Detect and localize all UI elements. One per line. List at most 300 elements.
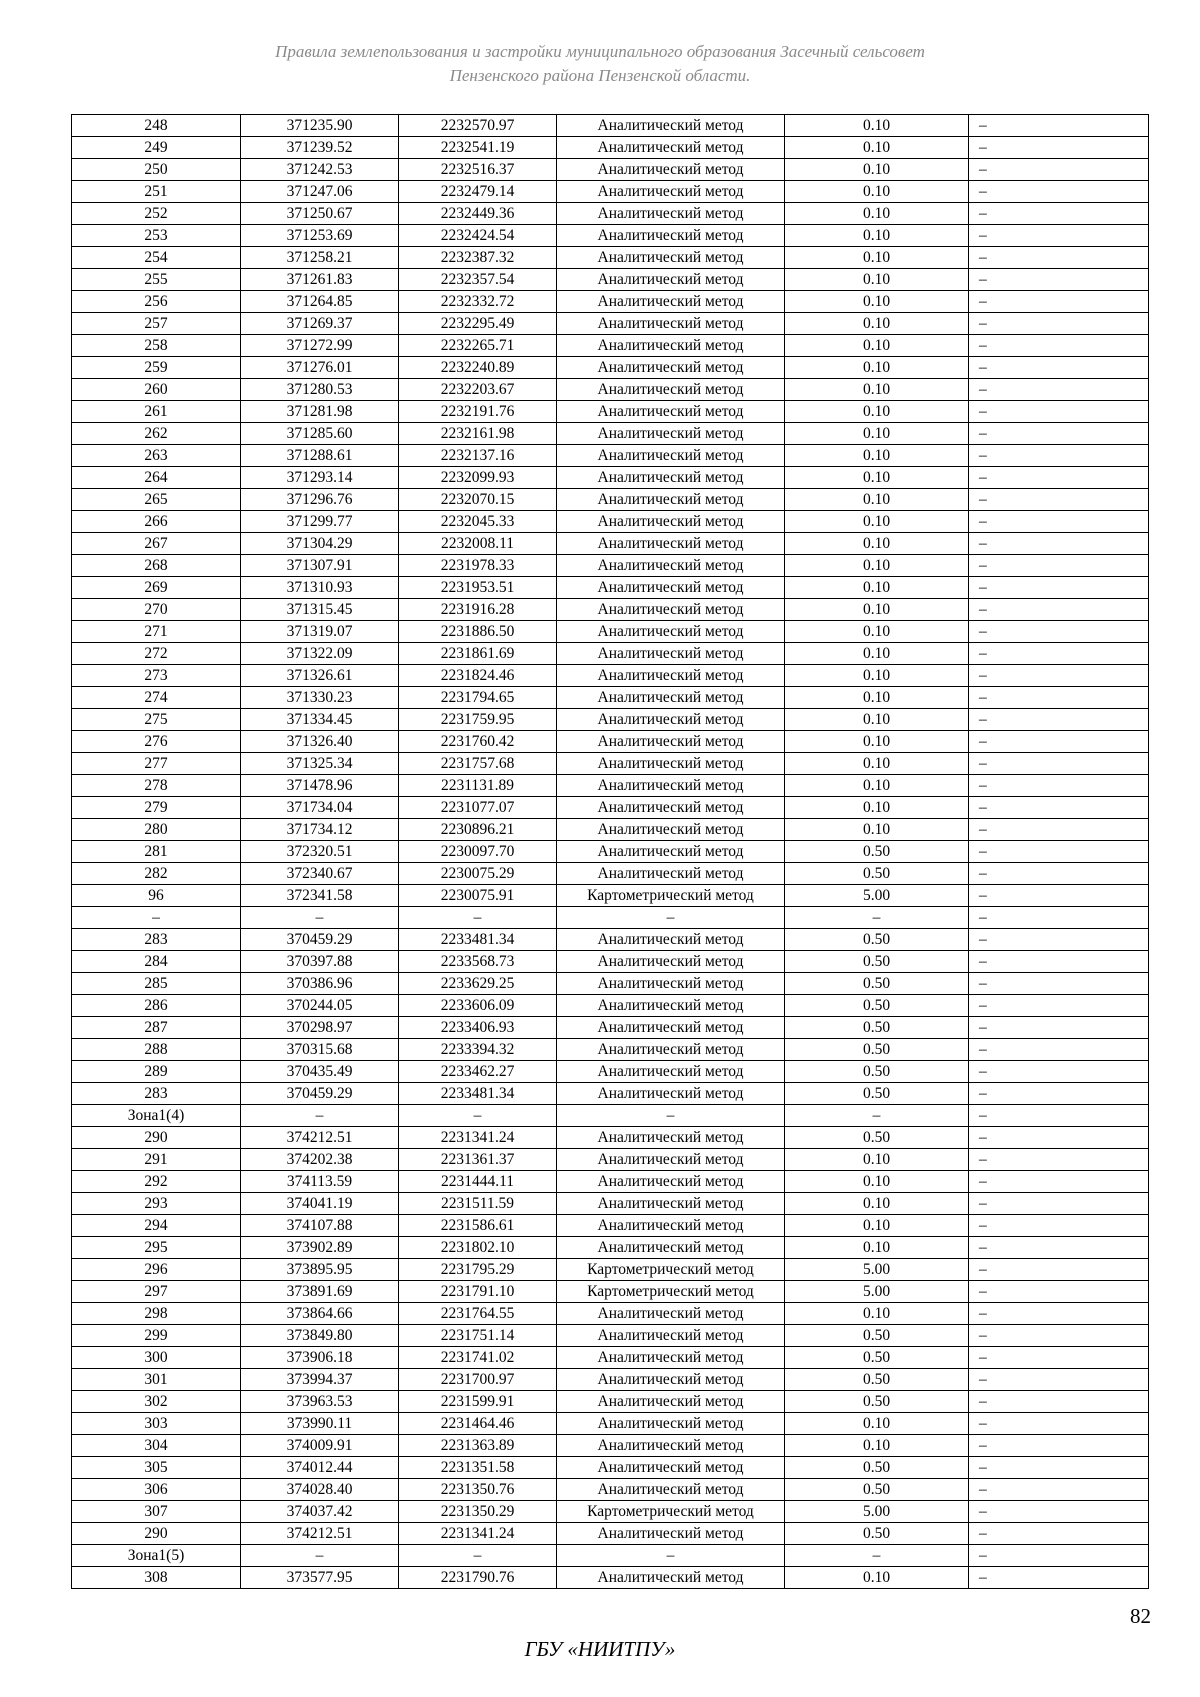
point-number-cell: 269 (72, 577, 241, 599)
accuracy-cell: 0.10 (785, 1149, 969, 1171)
accuracy-cell: 0.10 (785, 247, 969, 269)
table-row (72, 467, 1149, 489)
x-coordinate-cell: 374009.91 (241, 1435, 399, 1457)
y-coordinate-cell: 2231751.14 (399, 1325, 557, 1347)
accuracy-cell: 0.10 (785, 1435, 969, 1457)
table-row (72, 423, 1149, 445)
note-cell: – (969, 687, 1149, 709)
y-coordinate-cell: 2233568.73 (399, 951, 557, 973)
point-number-cell: 304 (72, 1435, 241, 1457)
y-coordinate-cell: 2230075.91 (399, 885, 557, 907)
method-cell: Аналитический метод (557, 247, 785, 269)
table-row (72, 115, 1149, 137)
accuracy-cell: 0.10 (785, 731, 969, 753)
accuracy-cell: 0.10 (785, 313, 969, 335)
y-coordinate-cell: 2231978.33 (399, 555, 557, 577)
point-number-cell: 302 (72, 1391, 241, 1413)
method-cell: Картометрический метод (557, 1501, 785, 1523)
note-cell: – (969, 203, 1149, 225)
point-number-cell: 253 (72, 225, 241, 247)
running-header-line-1: Правила землепользования и застройки муниципального образования Засечный сельсовет (275, 42, 925, 61)
note-cell: – (969, 555, 1149, 577)
table-row (72, 203, 1149, 225)
method-cell: Аналитический метод (557, 489, 785, 511)
table-row (72, 1259, 1149, 1281)
point-number-cell: Зона1(5) (72, 1545, 241, 1567)
point-number-cell: 288 (72, 1039, 241, 1061)
note-cell: – (969, 1149, 1149, 1171)
y-coordinate-cell: 2231741.02 (399, 1347, 557, 1369)
table-row (72, 1281, 1149, 1303)
page-number: 82 (1130, 1604, 1151, 1628)
method-cell: Аналитический метод (557, 797, 785, 819)
point-number-cell: 256 (72, 291, 241, 313)
y-coordinate-cell: 2233406.93 (399, 1017, 557, 1039)
point-number-cell: 262 (72, 423, 241, 445)
table-row (72, 1303, 1149, 1325)
method-cell: Аналитический метод (557, 1039, 785, 1061)
table-row (72, 973, 1149, 995)
accuracy-cell: 0.10 (785, 423, 969, 445)
y-coordinate-cell: 2232070.15 (399, 489, 557, 511)
note-cell: – (969, 709, 1149, 731)
x-coordinate-cell: 373963.53 (241, 1391, 399, 1413)
table-row (72, 621, 1149, 643)
table-row (72, 819, 1149, 841)
note-cell: – (969, 247, 1149, 269)
point-number-cell: 292 (72, 1171, 241, 1193)
accuracy-cell: 0.50 (785, 1391, 969, 1413)
method-cell: Картометрический метод (557, 1281, 785, 1303)
point-number-cell: 251 (72, 181, 241, 203)
x-coordinate-cell: 371250.67 (241, 203, 399, 225)
accuracy-cell: 0.10 (785, 555, 969, 577)
method-cell: Аналитический метод (557, 1435, 785, 1457)
table-row (72, 995, 1149, 1017)
accuracy-cell: 0.10 (785, 577, 969, 599)
x-coordinate-cell: 371280.53 (241, 379, 399, 401)
method-cell: Аналитический метод (557, 533, 785, 555)
accuracy-cell: 0.10 (785, 533, 969, 555)
point-number-cell: 284 (72, 951, 241, 973)
note-cell: – (969, 1039, 1149, 1061)
accuracy-cell: 0.10 (785, 489, 969, 511)
accuracy-cell: 0.10 (785, 687, 969, 709)
point-number-cell: 259 (72, 357, 241, 379)
method-cell: Аналитический метод (557, 665, 785, 687)
x-coordinate-cell: 371293.14 (241, 467, 399, 489)
table-row (72, 1017, 1149, 1039)
method-cell: Аналитический метод (557, 181, 785, 203)
method-cell: Аналитический метод (557, 1193, 785, 1215)
note-cell: – (969, 269, 1149, 291)
table-row (72, 1325, 1149, 1347)
point-number-cell: 96 (72, 885, 241, 907)
y-coordinate-cell: 2231361.37 (399, 1149, 557, 1171)
table-row (72, 291, 1149, 313)
method-cell: – (557, 907, 785, 929)
x-coordinate-cell: 371253.69 (241, 225, 399, 247)
accuracy-cell: 0.10 (785, 379, 969, 401)
note-cell: – (969, 1281, 1149, 1303)
method-cell: Аналитический метод (557, 1325, 785, 1347)
x-coordinate-cell: 371319.07 (241, 621, 399, 643)
point-number-cell: 263 (72, 445, 241, 467)
x-coordinate-cell: 371310.93 (241, 577, 399, 599)
table-row (72, 907, 1149, 929)
table-row (72, 753, 1149, 775)
point-number-cell: 291 (72, 1149, 241, 1171)
table-row (72, 885, 1149, 907)
point-number-cell: 270 (72, 599, 241, 621)
x-coordinate-cell: 374212.51 (241, 1523, 399, 1545)
y-coordinate-cell: 2232045.33 (399, 511, 557, 533)
point-number-cell: 286 (72, 995, 241, 1017)
y-coordinate-cell: 2231599.91 (399, 1391, 557, 1413)
x-coordinate-cell: 374107.88 (241, 1215, 399, 1237)
point-number-cell: 260 (72, 379, 241, 401)
point-number-cell: 248 (72, 115, 241, 137)
y-coordinate-cell: 2231586.61 (399, 1215, 557, 1237)
y-coordinate-cell: 2231764.55 (399, 1303, 557, 1325)
point-number-cell: 271 (72, 621, 241, 643)
y-coordinate-cell: 2231077.07 (399, 797, 557, 819)
note-cell: – (969, 489, 1149, 511)
method-cell: – (557, 1105, 785, 1127)
note-cell: – (969, 1303, 1149, 1325)
point-number-cell: 276 (72, 731, 241, 753)
point-number-cell: 281 (72, 841, 241, 863)
accuracy-cell: 0.10 (785, 511, 969, 533)
note-cell: – (969, 1215, 1149, 1237)
x-coordinate-cell: 374202.38 (241, 1149, 399, 1171)
accuracy-cell: 0.50 (785, 973, 969, 995)
note-cell: – (969, 665, 1149, 687)
method-cell: Картометрический метод (557, 1259, 785, 1281)
x-coordinate-cell: 371322.09 (241, 643, 399, 665)
x-coordinate-cell: 374012.44 (241, 1457, 399, 1479)
table-row (72, 357, 1149, 379)
y-coordinate-cell: 2232541.19 (399, 137, 557, 159)
y-coordinate-cell: 2231350.76 (399, 1479, 557, 1501)
x-coordinate-cell: 370244.05 (241, 995, 399, 1017)
point-number-cell: 290 (72, 1523, 241, 1545)
x-coordinate-cell: 371285.60 (241, 423, 399, 445)
table-row (72, 731, 1149, 753)
note-cell: – (969, 313, 1149, 335)
method-cell: Аналитический метод (557, 1171, 785, 1193)
y-coordinate-cell: 2231953.51 (399, 577, 557, 599)
point-number-cell: 268 (72, 555, 241, 577)
y-coordinate-cell: 2232295.49 (399, 313, 557, 335)
y-coordinate-cell: 2231700.97 (399, 1369, 557, 1391)
method-cell: Аналитический метод (557, 1567, 785, 1589)
x-coordinate-cell: 370298.97 (241, 1017, 399, 1039)
method-cell: Аналитический метод (557, 863, 785, 885)
x-coordinate-cell: 374212.51 (241, 1127, 399, 1149)
note-cell: – (969, 401, 1149, 423)
accuracy-cell: 0.10 (785, 775, 969, 797)
accuracy-cell: 0.10 (785, 181, 969, 203)
x-coordinate-cell: 371235.90 (241, 115, 399, 137)
accuracy-cell: 0.10 (785, 1567, 969, 1589)
table-row (72, 687, 1149, 709)
x-coordinate-cell: 373577.95 (241, 1567, 399, 1589)
note-cell: – (969, 797, 1149, 819)
x-coordinate-cell: 373902.89 (241, 1237, 399, 1259)
table-row (72, 1039, 1149, 1061)
x-coordinate-cell: 370459.29 (241, 1083, 399, 1105)
table-row (72, 445, 1149, 467)
method-cell: Аналитический метод (557, 731, 785, 753)
table-row (72, 1347, 1149, 1369)
coordinates-table-body (72, 115, 1149, 1589)
table-row (72, 1237, 1149, 1259)
x-coordinate-cell: 371264.85 (241, 291, 399, 313)
y-coordinate-cell: 2233462.27 (399, 1061, 557, 1083)
note-cell: – (969, 1413, 1149, 1435)
y-coordinate-cell: 2231351.58 (399, 1457, 557, 1479)
y-coordinate-cell: 2233481.34 (399, 1083, 557, 1105)
method-cell: Аналитический метод (557, 1017, 785, 1039)
table-row (72, 1435, 1149, 1457)
note-cell: – (969, 1193, 1149, 1215)
x-coordinate-cell: 371261.83 (241, 269, 399, 291)
x-coordinate-cell: 371315.45 (241, 599, 399, 621)
accuracy-cell: 5.00 (785, 1259, 969, 1281)
table-row (72, 929, 1149, 951)
y-coordinate-cell: 2233394.32 (399, 1039, 557, 1061)
accuracy-cell: 0.10 (785, 709, 969, 731)
accuracy-cell: – (785, 1545, 969, 1567)
note-cell: – (969, 1391, 1149, 1413)
point-number-cell: 301 (72, 1369, 241, 1391)
table-row (72, 489, 1149, 511)
point-number-cell: 293 (72, 1193, 241, 1215)
point-number-cell: 300 (72, 1347, 241, 1369)
x-coordinate-cell: 371272.99 (241, 335, 399, 357)
note-cell: – (969, 731, 1149, 753)
note-cell: – (969, 137, 1149, 159)
table-row (72, 797, 1149, 819)
point-number-cell: 257 (72, 313, 241, 335)
accuracy-cell: 0.10 (785, 1193, 969, 1215)
x-coordinate-cell: 373906.18 (241, 1347, 399, 1369)
table-row (72, 1413, 1149, 1435)
accuracy-cell: 5.00 (785, 1501, 969, 1523)
method-cell: Аналитический метод (557, 1083, 785, 1105)
table-row (72, 1127, 1149, 1149)
point-number-cell: 305 (72, 1457, 241, 1479)
note-cell: – (969, 1259, 1149, 1281)
point-number-cell: 258 (72, 335, 241, 357)
accuracy-cell: 0.50 (785, 1039, 969, 1061)
x-coordinate-cell: 372320.51 (241, 841, 399, 863)
accuracy-cell: 0.10 (785, 269, 969, 291)
accuracy-cell: 0.50 (785, 929, 969, 951)
point-number-cell: 278 (72, 775, 241, 797)
x-coordinate-cell: 371242.53 (241, 159, 399, 181)
y-coordinate-cell: 2231759.95 (399, 709, 557, 731)
x-coordinate-cell: 374041.19 (241, 1193, 399, 1215)
table-row (72, 863, 1149, 885)
y-coordinate-cell: 2231760.42 (399, 731, 557, 753)
accuracy-cell: 0.50 (785, 1325, 969, 1347)
footer-organization: ГБУ «НИИТПУ» (524, 1637, 676, 1661)
note-cell: – (969, 357, 1149, 379)
method-cell: Аналитический метод (557, 775, 785, 797)
table-row (72, 775, 1149, 797)
method-cell: Аналитический метод (557, 577, 785, 599)
accuracy-cell: – (785, 1105, 969, 1127)
table-row (72, 1083, 1149, 1105)
y-coordinate-cell: 2232424.54 (399, 225, 557, 247)
point-number-cell: 285 (72, 973, 241, 995)
table-row (72, 1567, 1149, 1589)
table-row (72, 555, 1149, 577)
x-coordinate-cell: 371239.52 (241, 137, 399, 159)
method-cell: Аналитический метод (557, 335, 785, 357)
note-cell: – (969, 1171, 1149, 1193)
method-cell: Аналитический метод (557, 1457, 785, 1479)
y-coordinate-cell: 2231824.46 (399, 665, 557, 687)
table-row (72, 1545, 1149, 1567)
note-cell: – (969, 1237, 1149, 1259)
y-coordinate-cell: 2231757.68 (399, 753, 557, 775)
method-cell: Аналитический метод (557, 1303, 785, 1325)
table-row (72, 181, 1149, 203)
y-coordinate-cell: 2231131.89 (399, 775, 557, 797)
note-cell: – (969, 467, 1149, 489)
method-cell: Аналитический метод (557, 467, 785, 489)
accuracy-cell: 0.50 (785, 841, 969, 863)
method-cell: Аналитический метод (557, 357, 785, 379)
running-header-line-2: Пензенского района Пензенской области. (449, 66, 751, 85)
table-row (72, 1193, 1149, 1215)
accuracy-cell: 0.10 (785, 159, 969, 181)
table-row (72, 313, 1149, 335)
method-cell: Аналитический метод (557, 687, 785, 709)
x-coordinate-cell: – (241, 1105, 399, 1127)
method-cell: Картометрический метод (557, 885, 785, 907)
note-cell: – (969, 379, 1149, 401)
note-cell: – (969, 1369, 1149, 1391)
table-row (72, 269, 1149, 291)
method-cell: Аналитический метод (557, 137, 785, 159)
y-coordinate-cell: – (399, 907, 557, 929)
x-coordinate-cell: 373990.11 (241, 1413, 399, 1435)
method-cell: Аналитический метод (557, 555, 785, 577)
point-number-cell: Зона1(4) (72, 1105, 241, 1127)
y-coordinate-cell: 2233629.25 (399, 973, 557, 995)
accuracy-cell: 0.50 (785, 995, 969, 1017)
method-cell: Аналитический метод (557, 1347, 785, 1369)
table-row (72, 1105, 1149, 1127)
y-coordinate-cell: 2231794.65 (399, 687, 557, 709)
x-coordinate-cell: 371325.34 (241, 753, 399, 775)
x-coordinate-cell: 373864.66 (241, 1303, 399, 1325)
note-cell: – (969, 841, 1149, 863)
note-cell: – (969, 621, 1149, 643)
accuracy-cell: 0.10 (785, 1237, 969, 1259)
table-row (72, 841, 1149, 863)
x-coordinate-cell: 373994.37 (241, 1369, 399, 1391)
x-coordinate-cell: 371258.21 (241, 247, 399, 269)
table-row (72, 1149, 1149, 1171)
accuracy-cell: 0.10 (785, 1171, 969, 1193)
point-number-cell: 279 (72, 797, 241, 819)
x-coordinate-cell: 371276.01 (241, 357, 399, 379)
x-coordinate-cell: 371734.12 (241, 819, 399, 841)
note-cell: – (969, 1457, 1149, 1479)
x-coordinate-cell: 373891.69 (241, 1281, 399, 1303)
table-row (72, 1061, 1149, 1083)
y-coordinate-cell: 2232479.14 (399, 181, 557, 203)
point-number-cell: 298 (72, 1303, 241, 1325)
note-cell: – (969, 577, 1149, 599)
x-coordinate-cell: 371299.77 (241, 511, 399, 533)
note-cell: – (969, 159, 1149, 181)
method-cell: Аналитический метод (557, 819, 785, 841)
x-coordinate-cell: 371478.96 (241, 775, 399, 797)
point-number-cell: 289 (72, 1061, 241, 1083)
point-number-cell: 249 (72, 137, 241, 159)
table-row (72, 643, 1149, 665)
point-number-cell: 294 (72, 1215, 241, 1237)
accuracy-cell: 0.50 (785, 1127, 969, 1149)
x-coordinate-cell: – (241, 1545, 399, 1567)
y-coordinate-cell: 2232099.93 (399, 467, 557, 489)
y-coordinate-cell: 2232203.67 (399, 379, 557, 401)
point-number-cell: – (72, 907, 241, 929)
x-coordinate-cell: 373895.95 (241, 1259, 399, 1281)
note-cell: – (969, 643, 1149, 665)
point-number-cell: 287 (72, 1017, 241, 1039)
point-number-cell: 261 (72, 401, 241, 423)
point-number-cell: 307 (72, 1501, 241, 1523)
method-cell: Аналитический метод (557, 379, 785, 401)
method-cell: Аналитический метод (557, 1149, 785, 1171)
y-coordinate-cell: 2231795.29 (399, 1259, 557, 1281)
x-coordinate-cell: 370435.49 (241, 1061, 399, 1083)
y-coordinate-cell: 2232265.71 (399, 335, 557, 357)
accuracy-cell: – (785, 907, 969, 929)
point-number-cell: 274 (72, 687, 241, 709)
x-coordinate-cell: 371330.23 (241, 687, 399, 709)
y-coordinate-cell: 2231791.10 (399, 1281, 557, 1303)
accuracy-cell: 0.10 (785, 621, 969, 643)
x-coordinate-cell: 371288.61 (241, 445, 399, 467)
point-number-cell: 306 (72, 1479, 241, 1501)
accuracy-cell: 0.10 (785, 599, 969, 621)
point-number-cell: 280 (72, 819, 241, 841)
note-cell: – (969, 1435, 1149, 1457)
note-cell: – (969, 291, 1149, 313)
table-row (72, 225, 1149, 247)
table-row (72, 137, 1149, 159)
table-row (72, 599, 1149, 621)
note-cell: – (969, 1501, 1149, 1523)
x-coordinate-cell: 374037.42 (241, 1501, 399, 1523)
accuracy-cell: 0.10 (785, 1303, 969, 1325)
point-number-cell: 275 (72, 709, 241, 731)
y-coordinate-cell: 2231363.89 (399, 1435, 557, 1457)
x-coordinate-cell: 372340.67 (241, 863, 399, 885)
note-cell: – (969, 775, 1149, 797)
accuracy-cell: 0.50 (785, 1017, 969, 1039)
note-cell: – (969, 533, 1149, 555)
note-cell: – (969, 511, 1149, 533)
